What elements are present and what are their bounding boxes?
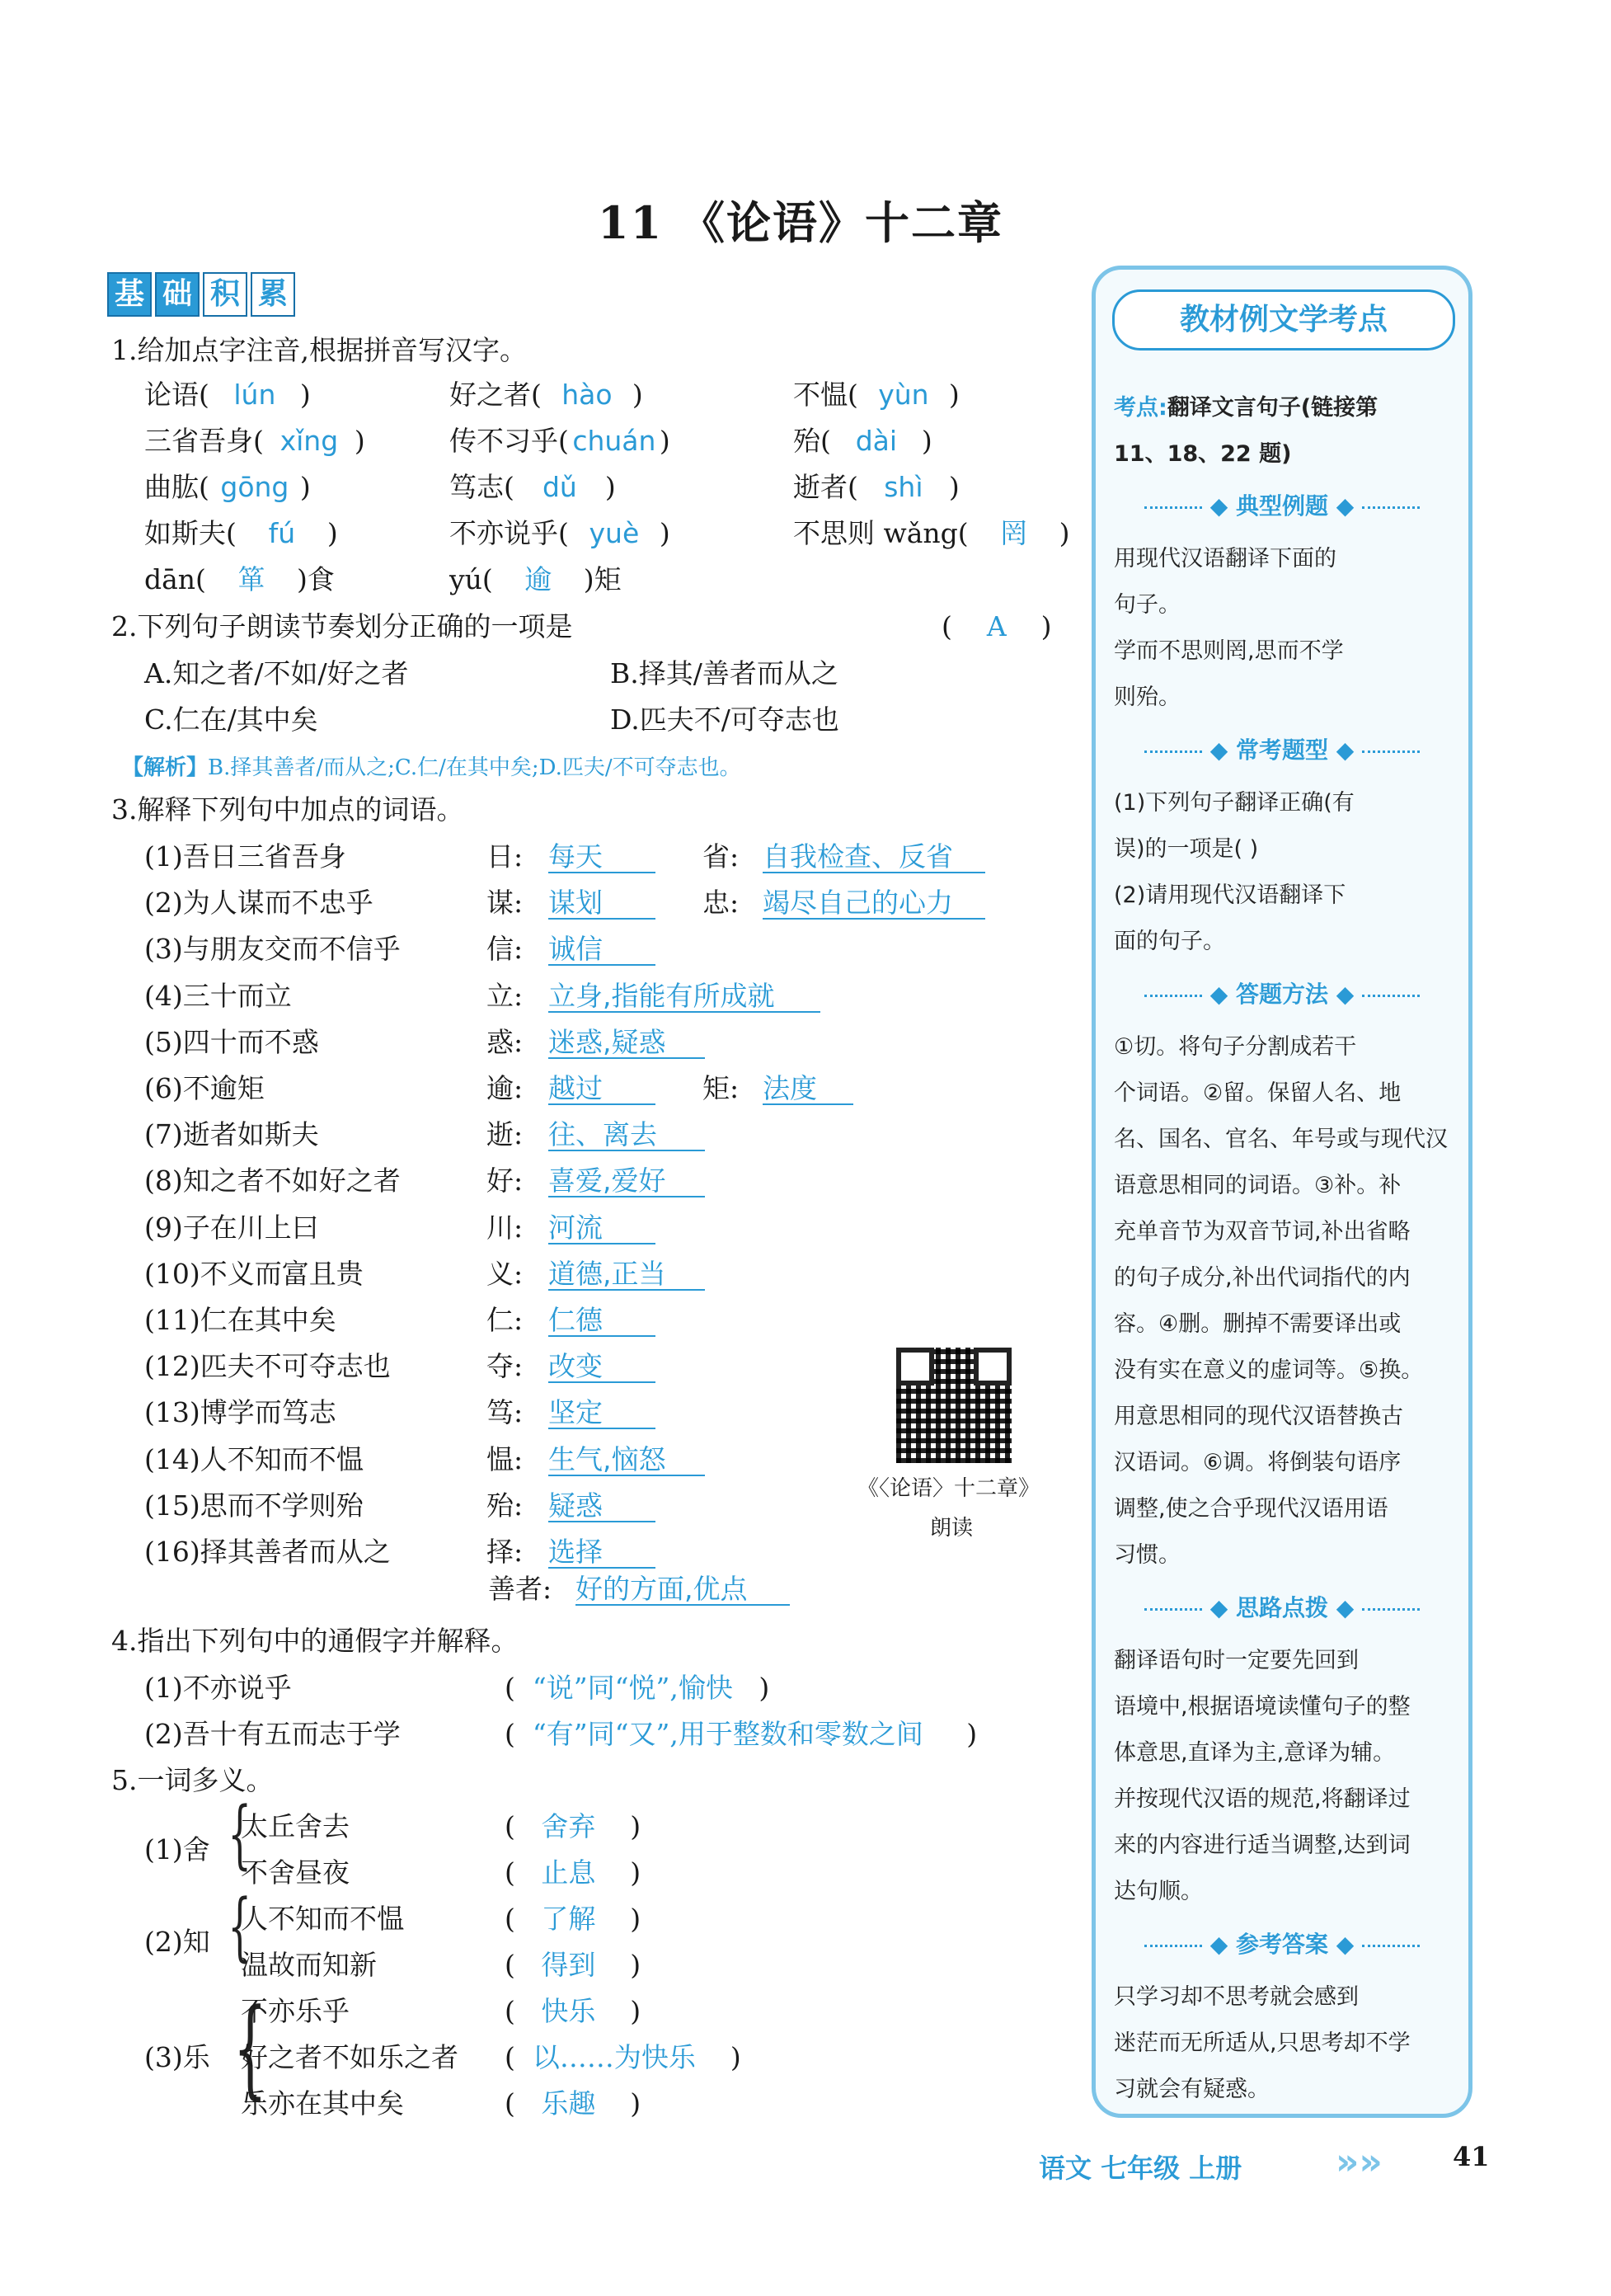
q1-word: yú( bbox=[449, 563, 493, 595]
q3-answer: 每天 bbox=[548, 843, 655, 873]
badge-char: 积 bbox=[203, 272, 247, 317]
q5-paren: ( 快乐 ) bbox=[505, 1995, 641, 2027]
q1-item bbox=[144, 563, 335, 595]
q5-item: 不亦乐乎 bbox=[241, 1995, 350, 2027]
q3-key: 省: bbox=[702, 840, 740, 873]
q1-answer: xǐng bbox=[279, 425, 339, 457]
kaodian bbox=[1114, 385, 1378, 431]
q1-close: ) bbox=[299, 471, 311, 503]
q5-answer: 乐趣 bbox=[541, 2087, 596, 2120]
q1-answer: 箪 bbox=[237, 563, 265, 595]
sidebar-line: 习惯。 bbox=[1114, 1542, 1181, 1568]
sidebar-line: 达句顺。 bbox=[1114, 1879, 1203, 1904]
q3-answer: 喜爱,爱好 bbox=[548, 1167, 705, 1197]
sidebar-header: 教材例文学考点 bbox=[1112, 289, 1455, 351]
q1-prompt: 1.给加点字注音,根据拼音写汉字。 bbox=[111, 334, 527, 366]
q1-close: ) bbox=[354, 425, 365, 457]
q3-key: 忠: bbox=[702, 887, 740, 920]
q1-item bbox=[144, 473, 311, 501]
q3-key: 愠: bbox=[486, 1442, 524, 1475]
q3-key: 笃: bbox=[486, 1396, 524, 1429]
q3-key: 立: bbox=[486, 979, 524, 1012]
q1-answer: yuè bbox=[589, 517, 640, 549]
q1-close: ) bbox=[921, 425, 932, 457]
sidebar-line: 没有实在意义的虚词等。⑤换。 bbox=[1114, 1357, 1424, 1383]
q1-close: )食 bbox=[296, 563, 335, 595]
q3-answer: 越过 bbox=[548, 1075, 655, 1105]
q1-answer: 罔 bbox=[1000, 517, 1028, 549]
sidebar-line: 用意思相同的现代汉语替换古 bbox=[1114, 1404, 1403, 1429]
sidebar-line: 用现代汉语翻译下面的 bbox=[1114, 546, 1336, 572]
q1-item bbox=[144, 517, 338, 549]
analysis-text: B.择其善者/而从之;C.仁/在其中矣;D.匹夫/不可夺志也。 bbox=[208, 755, 741, 780]
q3-sentence: (15)思而不学则殆 bbox=[144, 1489, 364, 1522]
q1-close: ) bbox=[1059, 517, 1070, 549]
sidebar-line: 语境中,根据语境读懂句子的整 bbox=[1114, 1694, 1411, 1720]
sidebar-line: 并按现代汉语的规范,将翻译过 bbox=[1114, 1786, 1411, 1812]
q1-word: 传不习乎( bbox=[449, 425, 569, 457]
sidebar-line: 习就会有疑惑。 bbox=[1114, 2077, 1270, 2102]
q3-answer: 法度 bbox=[763, 1075, 853, 1105]
q1-close: ) bbox=[659, 517, 670, 549]
kaodian-label: 考点: bbox=[1114, 395, 1167, 421]
q3-key: 川: bbox=[486, 1211, 524, 1244]
q1-word: 逝者( bbox=[793, 471, 858, 503]
q1-close: ) bbox=[326, 517, 338, 549]
q1-answer: hào bbox=[561, 379, 613, 411]
q1-answer: chuán bbox=[572, 425, 656, 457]
q1-item bbox=[144, 379, 311, 411]
q5-item: 人不知而不愠 bbox=[241, 1903, 404, 1935]
q1-item bbox=[449, 473, 616, 501]
sidebar-line: 误)的一项是( ) bbox=[1114, 836, 1259, 862]
sidebar-panel bbox=[1092, 266, 1472, 2118]
sidebar-section-title: ◆ 典型例题 ◆ bbox=[1096, 488, 1468, 521]
q3-answer: 诚信 bbox=[548, 935, 655, 966]
q1-word: 不愠( bbox=[793, 379, 858, 411]
q3-answer: 河流 bbox=[548, 1214, 655, 1244]
analysis-label: 【解析】 bbox=[122, 755, 209, 780]
sidebar-line: 语意思相同的词语。③补。补 bbox=[1114, 1173, 1402, 1198]
q2-answer-paren: ( A ) bbox=[942, 610, 1052, 642]
q3-answer: 道德,正当 bbox=[548, 1260, 705, 1291]
brace: { bbox=[228, 1791, 251, 1878]
q3-sentence: (1)吾日三省吾身 bbox=[144, 840, 346, 873]
q1-item bbox=[449, 425, 670, 457]
q5-prompt: 5.一词多义。 bbox=[111, 1764, 274, 1796]
q5-label-1: (1)舍 bbox=[144, 1833, 210, 1866]
q5-answer: 以……为快乐 bbox=[532, 2041, 696, 2073]
q3-key: 信: bbox=[486, 933, 524, 966]
sidebar-section-title: ◆ 常考题型 ◆ bbox=[1096, 732, 1468, 765]
q3-key: 矩: bbox=[702, 1072, 740, 1104]
q1-close: ) bbox=[948, 379, 960, 411]
q1-word: 殆( bbox=[793, 425, 831, 457]
q3-key: 日: bbox=[486, 840, 524, 873]
q3-answer: 选择 bbox=[548, 1538, 655, 1569]
sidebar-line: 体意思,直译为主,意译为辅。 bbox=[1114, 1740, 1396, 1766]
q3-sentence: (2)为人谋而不忠乎 bbox=[144, 887, 373, 920]
q1-answer: 逾 bbox=[524, 563, 552, 595]
badge-char: 基 bbox=[107, 272, 152, 317]
q5-paren: ( 得到 ) bbox=[505, 1949, 641, 1981]
q1-answer: gōng bbox=[220, 471, 289, 503]
q3-prompt: 3.解释下列句中加点的词语。 bbox=[111, 793, 464, 826]
q3-key: 仁: bbox=[486, 1304, 524, 1336]
q3-answer: 坚定 bbox=[548, 1399, 655, 1429]
q3-sentence: (10)不义而富且贵 bbox=[144, 1257, 364, 1290]
q5-item: 不舍昼夜 bbox=[241, 1856, 350, 1889]
q1-answer: lún bbox=[233, 379, 276, 411]
page-number: 41 bbox=[1453, 2141, 1490, 2172]
q3-answer: 改变 bbox=[548, 1353, 655, 1383]
q3-sentence: (8)知之者不如好之者 bbox=[144, 1164, 401, 1197]
q3-answer: 迷惑,疑惑 bbox=[548, 1028, 705, 1059]
chevrons-icon: »» bbox=[1336, 2141, 1383, 2183]
q3-answer: 疑惑 bbox=[548, 1492, 655, 1522]
q2-option-a: A.知之者/不如/好之者 bbox=[144, 657, 409, 689]
q4-prompt: 4.指出下列句中的通假字并解释。 bbox=[111, 1625, 519, 1657]
q3-sentence: (13)博学而笃志 bbox=[144, 1396, 336, 1429]
q3-key: 夺: bbox=[486, 1350, 524, 1383]
q1-item bbox=[793, 379, 960, 411]
q5-item: 好之者不如乐之者 bbox=[241, 2041, 458, 2073]
q5-paren: ( 乐趣 ) bbox=[505, 2087, 641, 2120]
sidebar-section-title: ◆ 思路点拨 ◆ bbox=[1096, 1590, 1468, 1623]
sidebar-line: (1)下列句子翻译正确(有 bbox=[1114, 790, 1355, 816]
q3-sentence: (4)三十而立 bbox=[144, 979, 292, 1012]
q2-option-d: D.匹夫不/可夺志也 bbox=[610, 703, 839, 736]
q1-answer: yùn bbox=[878, 379, 929, 411]
q5-item: 温故而知新 bbox=[241, 1949, 377, 1981]
sidebar-section-title: ◆ 参考答案 ◆ bbox=[1096, 1927, 1468, 1960]
sidebar-line: 则殆。 bbox=[1114, 685, 1181, 710]
q5-item: 太丘舍去 bbox=[241, 1810, 350, 1842]
q3-answer: 仁德 bbox=[548, 1306, 655, 1337]
q1-close: ) bbox=[299, 379, 311, 411]
q3-key: 逾: bbox=[486, 1072, 524, 1104]
sidebar-line: (2)请用现代汉语翻译下 bbox=[1114, 882, 1346, 908]
q1-item bbox=[449, 379, 643, 411]
q3-sentence: (7)逝者如斯夫 bbox=[144, 1118, 319, 1151]
q1-item bbox=[144, 425, 365, 457]
q1-word: 不亦说乎( bbox=[449, 517, 569, 549]
sidebar-line: 句子。 bbox=[1114, 592, 1181, 618]
q3-key: 谋: bbox=[486, 887, 524, 920]
q5-answer: 快乐 bbox=[541, 1995, 596, 2027]
q1-word: 不思则 wǎng( bbox=[793, 517, 969, 549]
q1-close: ) bbox=[948, 471, 960, 503]
q3-sentence: (11)仁在其中矣 bbox=[144, 1304, 336, 1336]
q3-key: 殆: bbox=[486, 1489, 524, 1522]
badge-char: 累 bbox=[251, 272, 295, 317]
q1-item bbox=[793, 425, 932, 457]
q3-sentence: (3)与朋友交而不信乎 bbox=[144, 933, 401, 966]
sidebar-line: 学而不思则罔,思而不学 bbox=[1114, 638, 1344, 664]
q1-word: 好之者( bbox=[449, 379, 542, 411]
q2-answer: A bbox=[986, 610, 1007, 642]
q3-extra-answer: 好的方面,优点 bbox=[575, 1575, 790, 1606]
sidebar-line: 汉语词。⑥调。将倒装句语序 bbox=[1114, 1450, 1402, 1475]
q3-key: 惑: bbox=[486, 1025, 524, 1058]
sidebar-line: 迷茫而无所适从,只思考却不学 bbox=[1114, 2030, 1411, 2056]
q5-answer: 止息 bbox=[541, 1856, 596, 1889]
sidebar-section-title: ◆ 答题方法 ◆ bbox=[1096, 976, 1468, 1009]
q3-sentence: (5)四十而不惑 bbox=[144, 1025, 319, 1058]
q1-answer: fú bbox=[268, 517, 296, 549]
q1-close: )矩 bbox=[583, 563, 622, 595]
q1-word: 曲肱( bbox=[144, 471, 209, 503]
q4-answer-1: “说”同“悦”,愉快 bbox=[532, 1672, 733, 1704]
sidebar-line: 调整,使之合乎现代汉语用语 bbox=[1114, 1496, 1388, 1522]
q4-answer-2: “有”同“又”,用于整数和零数之间 bbox=[532, 1718, 923, 1750]
page-title: 11 《论语》十二章 bbox=[598, 196, 1003, 249]
qr-code[interactable] bbox=[896, 1348, 1012, 1463]
sidebar-line: 来的内容进行适当调整,达到词 bbox=[1114, 1833, 1411, 1858]
q5-paren: ( 以……为快乐 ) bbox=[505, 2041, 741, 2073]
q5-answer: 了解 bbox=[541, 1903, 596, 1935]
q1-close: ) bbox=[604, 471, 616, 503]
q3-answer: 谋划 bbox=[548, 889, 655, 920]
q5-answer: 得到 bbox=[541, 1949, 596, 1981]
qr-caption: 《〈论语〉十二章》 bbox=[857, 1476, 1040, 1501]
q4-row-1: (1)不亦说乎 bbox=[144, 1672, 292, 1704]
q3-extra-key: 善者: bbox=[488, 1573, 552, 1605]
sidebar-line: 个词语。②留。保留人名、地 bbox=[1114, 1080, 1402, 1106]
q5-paren: ( 舍弃 ) bbox=[505, 1810, 641, 1842]
q1-item bbox=[449, 517, 670, 549]
sidebar-line: ①切。将句子分割成若干 bbox=[1114, 1034, 1357, 1060]
q5-label-3: (3)乐 bbox=[144, 2041, 210, 2073]
q1-close: ) bbox=[632, 379, 643, 411]
badge-char: 础 bbox=[155, 272, 200, 317]
footer-label: 语文 七年级 上册 bbox=[1039, 2152, 1242, 2184]
q1-answer: shì bbox=[884, 471, 923, 503]
q3-sentence: (14)人不知而不愠 bbox=[144, 1442, 364, 1475]
q1-word: 论语( bbox=[144, 379, 209, 411]
q5-label-2: (2)知 bbox=[144, 1926, 210, 1958]
q5-paren: ( 止息 ) bbox=[505, 1856, 641, 1889]
kaodian-text: 翻译文言句子(链接第 bbox=[1167, 395, 1379, 421]
q5-answer: 舍弃 bbox=[541, 1810, 596, 1842]
q3-key: 逝: bbox=[486, 1118, 524, 1151]
sidebar-line: 面的句子。 bbox=[1114, 929, 1225, 954]
q3-answer: 竭尽自己的心力 bbox=[763, 889, 985, 920]
sidebar-line: 容。④删。删掉不需要译出或 bbox=[1114, 1311, 1402, 1337]
q3-answer: 自我检查、反省 bbox=[763, 843, 985, 873]
q1-answer: dǔ bbox=[542, 471, 577, 503]
q2-option-b: B.择其/善者而从之 bbox=[610, 657, 838, 689]
sidebar-line: 充单音节为双音节词,补出省略 bbox=[1114, 1219, 1411, 1244]
q3-key: 好: bbox=[486, 1164, 524, 1197]
q3-key: 义: bbox=[486, 1257, 524, 1290]
q3-sentence: (12)匹夫不可夺志也 bbox=[144, 1350, 391, 1383]
brace: { bbox=[232, 1985, 268, 2110]
q1-item bbox=[793, 517, 1070, 549]
q3-answer: 立身,指能有所成就 bbox=[548, 982, 820, 1013]
q2-option-c: C.仁在/其中矣 bbox=[144, 703, 318, 736]
sidebar-line: 只学习却不思考就会感到 bbox=[1114, 1984, 1359, 2010]
q1-answer: dài bbox=[855, 425, 898, 457]
q1-word: 三省吾身( bbox=[144, 425, 264, 457]
q3-sentence: (16)择其善者而从之 bbox=[144, 1536, 391, 1568]
qr-caption-read: 朗读 bbox=[930, 1516, 974, 1541]
q4-row-2: (2)吾十有五而志于学 bbox=[144, 1718, 401, 1750]
q2-prompt: 2.下列句子朗读节奏划分正确的一项是 bbox=[111, 610, 573, 642]
q3-key: 择: bbox=[486, 1536, 524, 1568]
q4-paren-1: ( “说”同“悦”,愉快 ) bbox=[505, 1672, 770, 1704]
q2-analysis bbox=[122, 750, 741, 781]
q1-word: dān( bbox=[144, 563, 206, 595]
sidebar-line: 名、国名、官名、年号或与现代汉 bbox=[1114, 1127, 1448, 1152]
q1-item bbox=[793, 473, 960, 501]
q1-word: 如斯夫( bbox=[144, 517, 237, 549]
q5-paren: ( 了解 ) bbox=[505, 1903, 641, 1935]
q1-close: ) bbox=[659, 425, 670, 457]
q1-word: 笃志( bbox=[449, 471, 514, 503]
brace: { bbox=[228, 1884, 251, 1970]
section-badge bbox=[107, 272, 295, 317]
q1-item bbox=[449, 563, 622, 595]
q3-answer: 往、离去 bbox=[548, 1121, 705, 1151]
sidebar-line: 的句子成分,补出代词指代的内 bbox=[1114, 1265, 1411, 1291]
q3-sentence: (9)子在川上曰 bbox=[144, 1211, 319, 1244]
q3-answer: 生气,恼怒 bbox=[548, 1446, 705, 1476]
q4-paren-2: ( “有”同“又”,用于整数和零数之间 ) bbox=[505, 1718, 978, 1750]
q5-item: 乐亦在其中矣 bbox=[241, 2087, 404, 2120]
kaodian-2: 11、18、22 题) bbox=[1114, 441, 1292, 467]
q3-sentence: (6)不逾矩 bbox=[144, 1072, 265, 1104]
sidebar-line: 翻译语句时一定要先回到 bbox=[1114, 1648, 1359, 1673]
